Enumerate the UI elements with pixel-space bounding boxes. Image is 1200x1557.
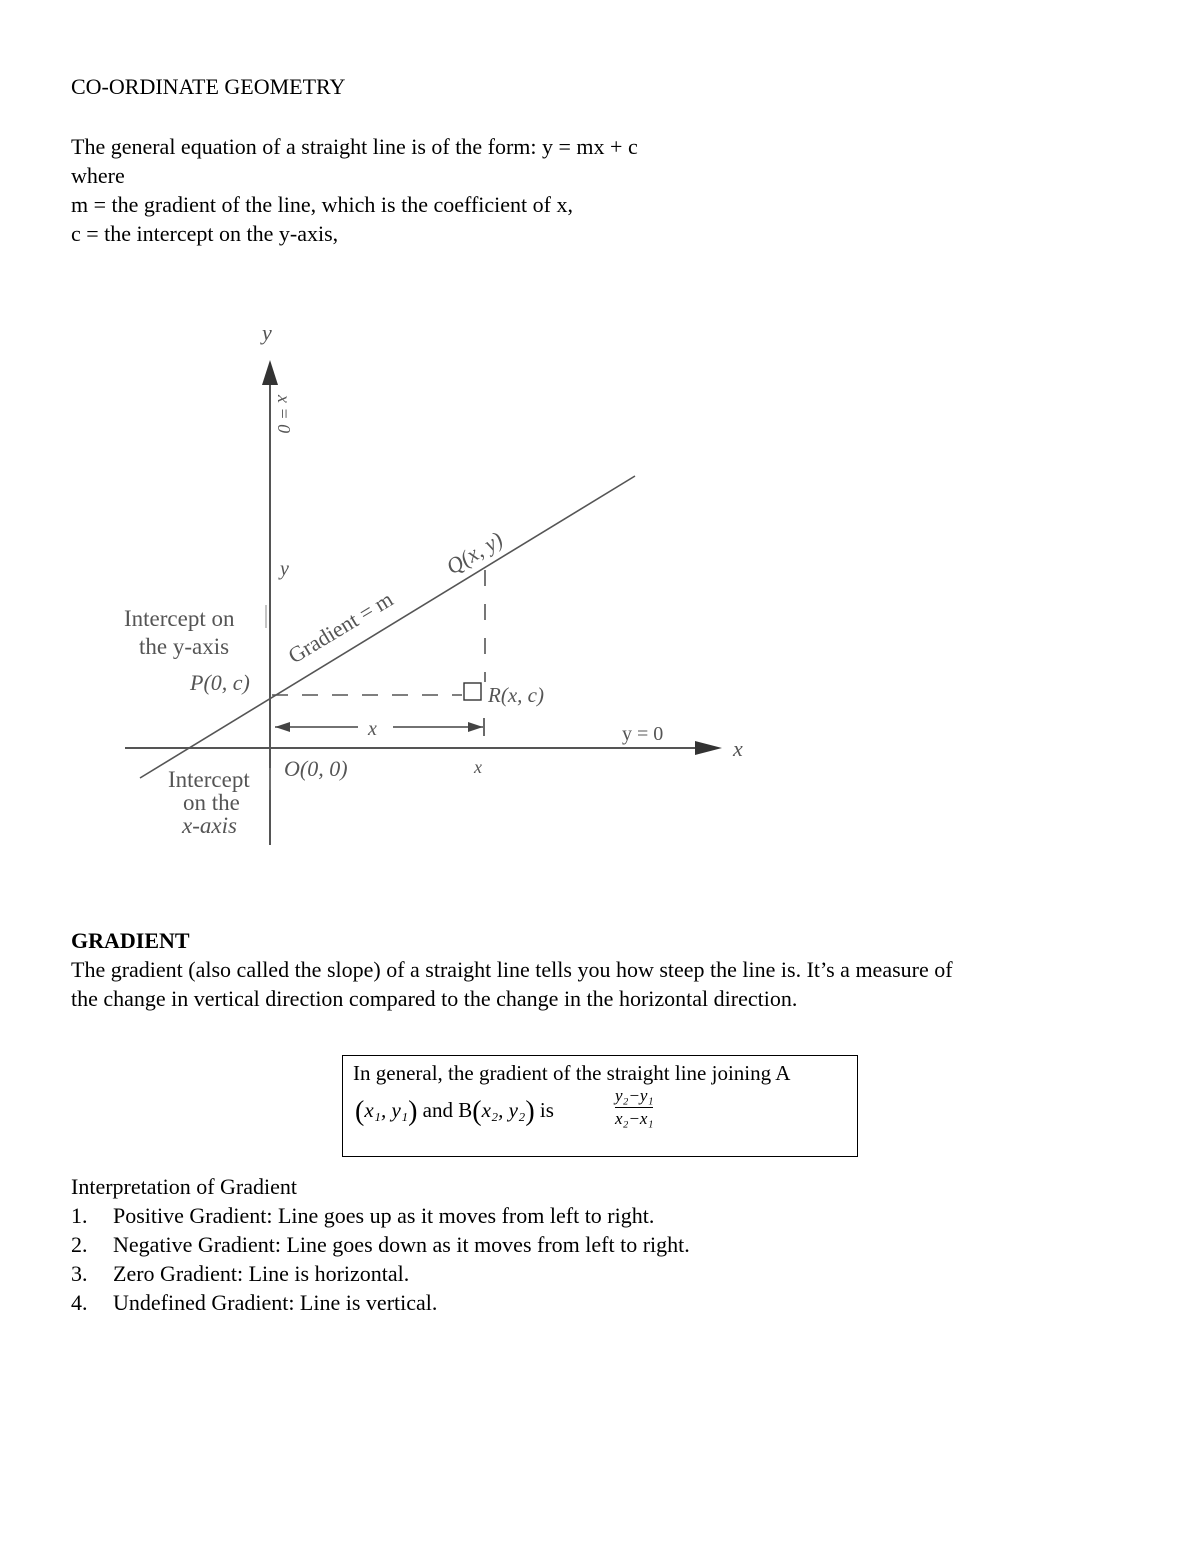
y-intercept-label-1: Intercept on xyxy=(124,606,235,631)
y-segment-label: y xyxy=(280,558,289,580)
y-axis-arrow xyxy=(262,360,278,385)
right-angle-marker xyxy=(464,683,481,700)
list-number: 1. xyxy=(71,1203,88,1228)
page-title: CO-ORDINATE GEOMETRY xyxy=(71,74,346,99)
point-q-label: Q(x, y) xyxy=(441,526,507,580)
x-axis-arrow xyxy=(695,741,722,755)
point-r-label: R(x, c) xyxy=(488,683,544,707)
y-eq-0-label: y = 0 xyxy=(622,723,664,745)
point-a-coords: x₁, y₁ xyxy=(364,1098,409,1122)
x-distance-arrowhead-right xyxy=(468,722,483,732)
x-eq-0-label: x = 0 xyxy=(274,395,294,434)
and-b-text: and B xyxy=(422,1098,473,1122)
list-item xyxy=(71,1259,409,1288)
gradient-fraction xyxy=(615,1086,653,1129)
x-intercept-label-2: on the xyxy=(183,790,240,815)
gradient-heading: GRADIENT xyxy=(71,928,190,953)
is-text: is xyxy=(539,1098,554,1122)
fraction-numerator: y₂−y₁ xyxy=(615,1086,654,1105)
list-text: Positive Gradient: Line goes up as it moves from left to right. xyxy=(113,1203,655,1228)
point-b-coords: x₂, y₂ xyxy=(481,1098,526,1122)
point-p-label: P(0, c) xyxy=(190,670,250,695)
formula-box-line-2: (x₁, y₁) and B(x₂, y₂) is xyxy=(355,1096,554,1127)
list-text: Zero Gradient: Line is horizontal. xyxy=(113,1261,410,1286)
fraction-denominator: x₂−x₁ xyxy=(615,1109,654,1128)
list-number: 2. xyxy=(71,1232,88,1257)
formula-box-line-1: In general, the gradient of the straight line joining A xyxy=(353,1061,791,1085)
list-text: Undefined Gradient: Line is vertical. xyxy=(113,1290,438,1315)
list-text: Negative Gradient: Line goes down as it moves from left to right. xyxy=(113,1232,690,1257)
x-intercept-label-3: x-axis xyxy=(182,813,237,838)
gradient-line-2: the change in vertical direction compared to the change in the horizontal direction. xyxy=(71,986,798,1011)
interpretation-heading: Interpretation of Gradient xyxy=(71,1174,298,1199)
x-axis-label: x xyxy=(733,736,743,761)
x-below-label: x xyxy=(474,757,482,777)
x-intercept-label-1: Intercept xyxy=(168,767,250,792)
origin-label: O(0, 0) xyxy=(284,756,348,781)
gradient-formula-box xyxy=(342,1055,858,1157)
list-item xyxy=(71,1288,437,1317)
gradient-label: Gradient = m xyxy=(283,586,398,669)
intro-line-3: m = the gradient of the line, which is the coefficient of x, xyxy=(71,192,573,217)
list-number: 3. xyxy=(71,1261,88,1286)
list-item xyxy=(71,1230,690,1259)
y-axis-label: y xyxy=(262,320,272,345)
intro-line-2: where xyxy=(71,163,125,188)
list-number: 4. xyxy=(71,1290,88,1315)
x-distance-arrowhead-left xyxy=(275,722,290,732)
gradient-line-1: The gradient (also called the slope) of a straight line tells you how steep the line is. It’s a measure of xyxy=(71,957,953,982)
y-intercept-label-2: the y-axis xyxy=(139,634,230,659)
intro-line-4: c = the intercept on the y-axis, xyxy=(71,221,339,246)
intro-line-1: The general equation of a straight line is of the form: y = mx + c xyxy=(71,134,638,159)
x-segment-label: x xyxy=(368,718,377,740)
list-item xyxy=(71,1201,654,1230)
fraction-bar xyxy=(615,1107,653,1108)
